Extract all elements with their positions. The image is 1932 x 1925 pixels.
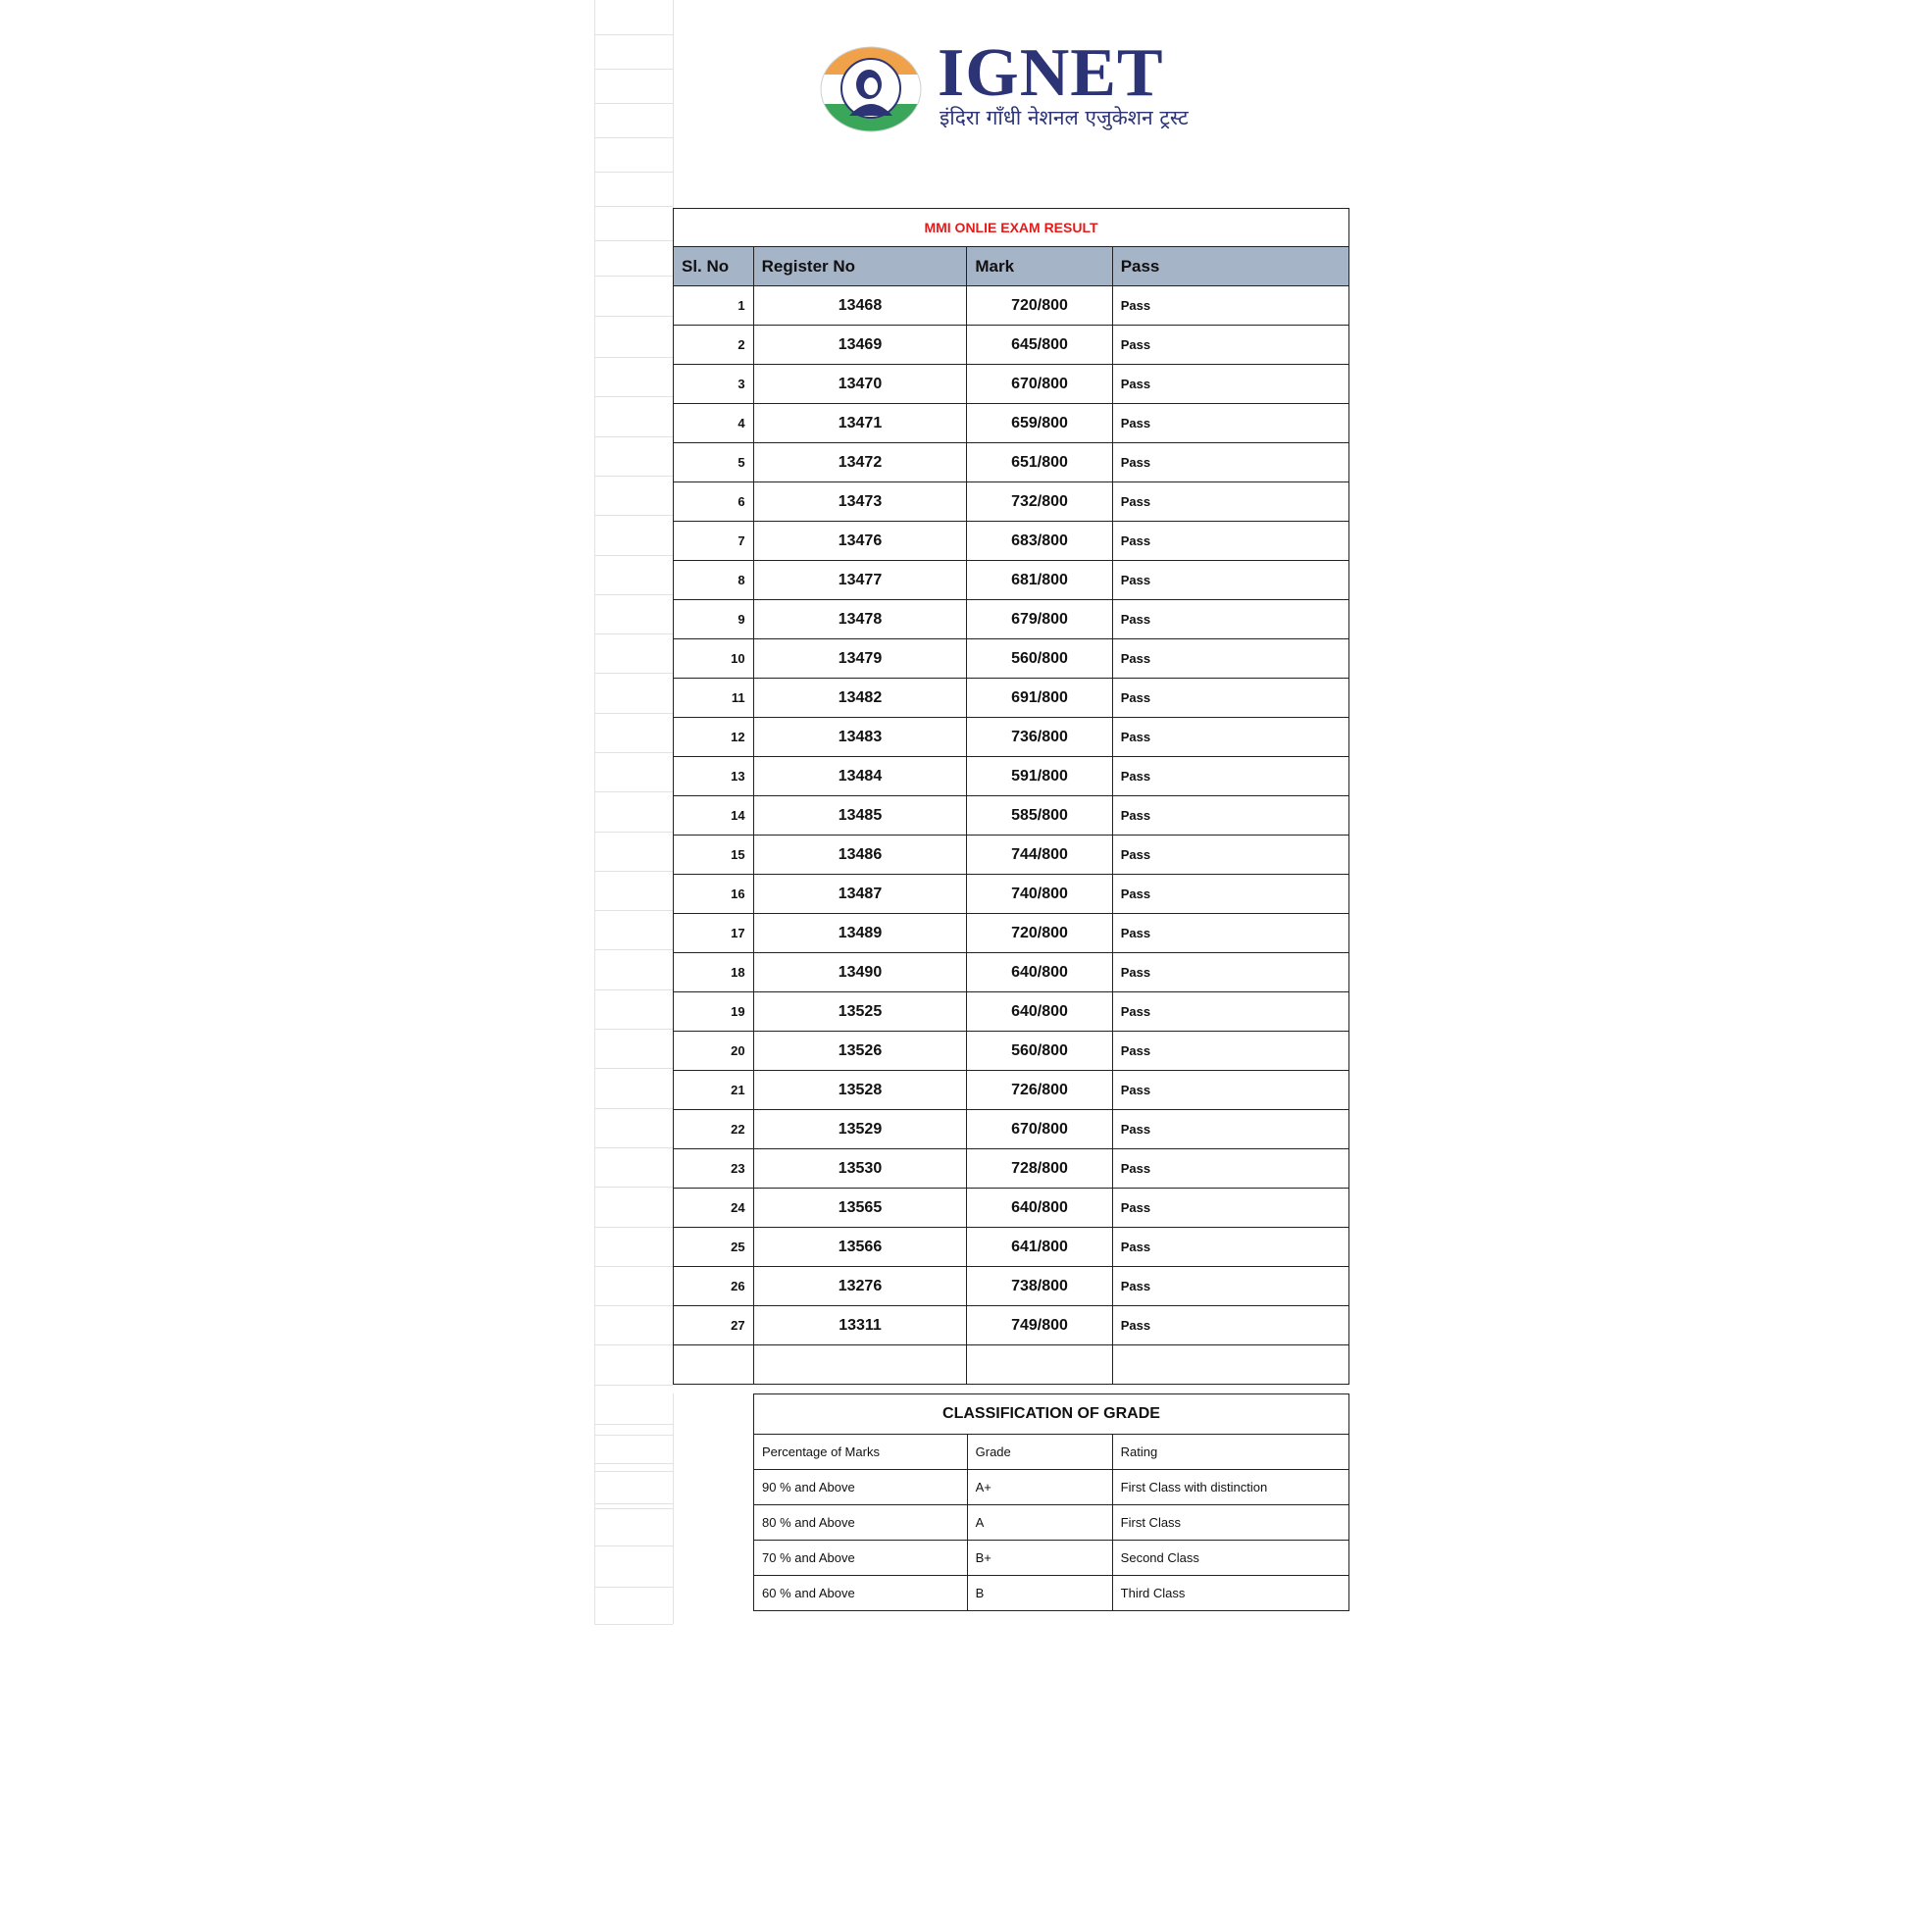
table-row (674, 522, 1349, 561)
grade-row (754, 1541, 1349, 1576)
pass-status-cell: Pass (1112, 522, 1348, 561)
mark-cell: 720/800 (967, 286, 1112, 326)
mark-cell: 726/800 (967, 1071, 1112, 1110)
column-header-sl-no: Sl. No (674, 247, 754, 286)
gutter-line (594, 949, 673, 950)
gutter-line (594, 206, 673, 207)
pass-status-cell: Pass (1112, 1149, 1348, 1189)
register-no-cell: 13565 (753, 1189, 967, 1228)
grade-title: CLASSIFICATION OF GRADE (754, 1394, 1349, 1435)
mark-cell: 640/800 (967, 992, 1112, 1032)
register-no-cell: 13473 (753, 482, 967, 522)
gutter-line (594, 34, 673, 35)
table-row (674, 286, 1349, 326)
sl-no-cell: 9 (674, 600, 754, 639)
grade-row (754, 1576, 1349, 1611)
register-no-cell: 13490 (753, 953, 967, 992)
register-no-cell: 13472 (753, 443, 967, 482)
sl-no-cell: 22 (674, 1110, 754, 1149)
register-no-cell: 13470 (753, 365, 967, 404)
sl-no-cell: 6 (674, 482, 754, 522)
sl-no-cell: 15 (674, 836, 754, 875)
table-row (674, 1149, 1349, 1189)
table-row (674, 718, 1349, 757)
pass-status-cell: Pass (1112, 1110, 1348, 1149)
gutter-line (594, 103, 673, 104)
pass-status-cell: Pass (1112, 365, 1348, 404)
grade-row (754, 1470, 1349, 1505)
grade-percentage-cell: 90 % and Above (754, 1470, 968, 1505)
register-no-cell: 13482 (753, 679, 967, 718)
grade-value-cell: A (967, 1505, 1112, 1541)
gutter-line (594, 1508, 673, 1509)
table-row (674, 796, 1349, 836)
mark-cell: 585/800 (967, 796, 1112, 836)
table-row (674, 1071, 1349, 1110)
gutter-line (594, 1147, 673, 1148)
table-row (674, 679, 1349, 718)
mark-cell: 749/800 (967, 1306, 1112, 1345)
table-row (674, 600, 1349, 639)
sl-no-cell: 11 (674, 679, 754, 718)
gutter-line (594, 1545, 673, 1546)
register-no-cell: 13479 (753, 639, 967, 679)
grade-value-cell: B+ (967, 1541, 1112, 1576)
sl-no-cell: 8 (674, 561, 754, 600)
sl-no-cell: 13 (674, 757, 754, 796)
pass-status-cell: Pass (1112, 1189, 1348, 1228)
pass-status-cell: Pass (1112, 1228, 1348, 1267)
gutter-line (594, 515, 673, 516)
pass-status-cell: Pass (1112, 914, 1348, 953)
gutter-line (673, 0, 674, 208)
mark-cell: 640/800 (967, 953, 1112, 992)
gutter-line (594, 871, 673, 872)
table-row (674, 326, 1349, 365)
pass-status-cell: Pass (1112, 875, 1348, 914)
grade-classification-table (753, 1393, 1349, 1611)
gutter-line (594, 1227, 673, 1228)
spreadsheet-page (594, 0, 1349, 1624)
gutter-line (594, 1624, 673, 1625)
column-header-register-no: Register No (753, 247, 967, 286)
register-no-cell: 13486 (753, 836, 967, 875)
mark-cell: 744/800 (967, 836, 1112, 875)
grade-value-cell: A+ (967, 1470, 1112, 1505)
pass-status-cell: Pass (1112, 718, 1348, 757)
gutter-line (594, 1305, 673, 1306)
gutter-line (594, 791, 673, 792)
mark-cell: 645/800 (967, 326, 1112, 365)
sl-no-cell: 1 (674, 286, 754, 326)
gutter-line (594, 1435, 673, 1436)
table-row (674, 404, 1349, 443)
pass-status-cell: Pass (1112, 443, 1348, 482)
mark-cell: 740/800 (967, 875, 1112, 914)
gutter-line (594, 713, 673, 714)
mark-cell: 679/800 (967, 600, 1112, 639)
table-row (674, 561, 1349, 600)
table-row (674, 639, 1349, 679)
register-no-cell: 13276 (753, 1267, 967, 1306)
sl-no-cell: 16 (674, 875, 754, 914)
pass-status-cell: Pass (1112, 1306, 1348, 1345)
grade-column-grade: Grade (967, 1435, 1112, 1470)
register-no-cell: 13566 (753, 1228, 967, 1267)
register-no-cell: 13471 (753, 404, 967, 443)
grade-column-percentage: Percentage of Marks (754, 1435, 968, 1470)
sl-no-cell: 2 (674, 326, 754, 365)
register-no-cell: 13468 (753, 286, 967, 326)
grade-value-cell: B (967, 1576, 1112, 1611)
gutter-line (594, 240, 673, 241)
table-row (674, 953, 1349, 992)
mark-cell: 560/800 (967, 639, 1112, 679)
sl-no-cell: 17 (674, 914, 754, 953)
gutter-line (594, 989, 673, 990)
mark-cell: 691/800 (967, 679, 1112, 718)
column-header-pass: Pass (1112, 247, 1348, 286)
sl-no-cell: 10 (674, 639, 754, 679)
grade-rating-cell: Third Class (1112, 1576, 1348, 1611)
mark-cell: 720/800 (967, 914, 1112, 953)
gutter-line (594, 172, 673, 173)
gutter-line (594, 357, 673, 358)
gutter-line (594, 396, 673, 397)
mark-cell: 560/800 (967, 1032, 1112, 1071)
empty-cell (1112, 1345, 1348, 1385)
gutter-line (594, 1385, 673, 1386)
pass-status-cell: Pass (1112, 639, 1348, 679)
register-no-cell: 13483 (753, 718, 967, 757)
pass-status-cell: Pass (1112, 953, 1348, 992)
table-title-row (674, 209, 1349, 247)
mark-cell: 738/800 (967, 1267, 1112, 1306)
table-row (674, 992, 1349, 1032)
mark-cell: 728/800 (967, 1149, 1112, 1189)
table-row (674, 1267, 1349, 1306)
mark-cell: 732/800 (967, 482, 1112, 522)
gutter-line (594, 633, 673, 634)
empty-cell (753, 1345, 967, 1385)
ignet-seal-icon (820, 45, 922, 133)
table-row (674, 365, 1349, 404)
gutter-line (594, 0, 595, 1624)
grade-rating-cell: First Class (1112, 1505, 1348, 1541)
gutter-line (594, 436, 673, 437)
gutter-line (594, 1187, 673, 1188)
sl-no-cell: 21 (674, 1071, 754, 1110)
gutter-line (594, 1587, 673, 1588)
sl-no-cell: 23 (674, 1149, 754, 1189)
register-no-cell: 13529 (753, 1110, 967, 1149)
sl-no-cell: 12 (674, 718, 754, 757)
sl-no-cell: 5 (674, 443, 754, 482)
gutter-line (594, 1471, 673, 1472)
mark-cell: 670/800 (967, 1110, 1112, 1149)
grade-percentage-cell: 80 % and Above (754, 1505, 968, 1541)
mark-cell: 651/800 (967, 443, 1112, 482)
table-row (674, 1032, 1349, 1071)
table-row (674, 875, 1349, 914)
gutter-line (594, 137, 673, 138)
gutter-line (594, 1344, 673, 1345)
grade-title-row (754, 1394, 1349, 1435)
gutter-line (594, 1029, 673, 1030)
register-no-cell: 13525 (753, 992, 967, 1032)
table-row (674, 1306, 1349, 1345)
mark-cell: 641/800 (967, 1228, 1112, 1267)
pass-status-cell: Pass (1112, 796, 1348, 836)
pass-status-cell: Pass (1112, 482, 1348, 522)
gutter-line (594, 1068, 673, 1069)
gutter-line (594, 1108, 673, 1109)
exam-result-table (673, 208, 1349, 1385)
gutter-line (594, 1503, 673, 1504)
grade-rating-cell: Second Class (1112, 1541, 1348, 1576)
pass-status-cell: Pass (1112, 1267, 1348, 1306)
pass-status-cell: Pass (1112, 757, 1348, 796)
pass-status-cell: Pass (1112, 286, 1348, 326)
register-no-cell: 13478 (753, 600, 967, 639)
pass-status-cell: Pass (1112, 600, 1348, 639)
sl-no-cell: 4 (674, 404, 754, 443)
brand-hindi-name: इंदिरा गाँधी नेशनल एजुकेशन ट्रस्ट (940, 106, 1189, 129)
pass-status-cell: Pass (1112, 326, 1348, 365)
register-no-cell: 13477 (753, 561, 967, 600)
sl-no-cell: 25 (674, 1228, 754, 1267)
gutter-line (594, 316, 673, 317)
table-row (674, 914, 1349, 953)
result-title: MMI ONLIE EXAM RESULT (674, 209, 1349, 247)
table-header-row (674, 247, 1349, 286)
mark-cell: 681/800 (967, 561, 1112, 600)
mark-cell: 659/800 (967, 404, 1112, 443)
gutter-line (594, 910, 673, 911)
mark-cell: 683/800 (967, 522, 1112, 561)
gutter-line (594, 832, 673, 833)
gutter-line (594, 1463, 673, 1464)
gutter-line (594, 1424, 673, 1425)
table-row (674, 1110, 1349, 1149)
gutter-line (594, 673, 673, 674)
pass-status-cell: Pass (1112, 404, 1348, 443)
mark-cell: 640/800 (967, 1189, 1112, 1228)
gutter-line (594, 69, 673, 70)
grade-percentage-cell: 70 % and Above (754, 1541, 968, 1576)
grade-percentage-cell: 60 % and Above (754, 1576, 968, 1611)
register-no-cell: 13530 (753, 1149, 967, 1189)
gutter-line (594, 1266, 673, 1267)
grade-column-rating: Rating (1112, 1435, 1348, 1470)
grade-header-row (754, 1435, 1349, 1470)
sl-no-cell: 7 (674, 522, 754, 561)
pass-status-cell: Pass (1112, 992, 1348, 1032)
brand-name: IGNET (938, 35, 1164, 111)
sl-no-cell: 19 (674, 992, 754, 1032)
empty-cell (967, 1345, 1112, 1385)
register-no-cell: 13485 (753, 796, 967, 836)
grade-row (754, 1505, 1349, 1541)
pass-status-cell: Pass (1112, 1032, 1348, 1071)
ignet-logo (820, 35, 1232, 135)
register-no-cell: 13484 (753, 757, 967, 796)
sl-no-cell: 3 (674, 365, 754, 404)
mark-cell: 670/800 (967, 365, 1112, 404)
gutter-line (594, 752, 673, 753)
mark-cell: 736/800 (967, 718, 1112, 757)
pass-status-cell: Pass (1112, 836, 1348, 875)
pass-status-cell: Pass (1112, 561, 1348, 600)
pass-status-cell: Pass (1112, 1071, 1348, 1110)
empty-cell (674, 1345, 754, 1385)
pass-status-cell: Pass (1112, 679, 1348, 718)
column-header-mark: Mark (967, 247, 1112, 286)
register-no-cell: 13476 (753, 522, 967, 561)
grade-rating-cell: First Class with distinction (1112, 1470, 1348, 1505)
table-row (674, 1189, 1349, 1228)
table-row (674, 1228, 1349, 1267)
sl-no-cell: 24 (674, 1189, 754, 1228)
register-no-cell: 13526 (753, 1032, 967, 1071)
table-row (674, 836, 1349, 875)
gutter-line (594, 555, 673, 556)
sl-no-cell: 27 (674, 1306, 754, 1345)
gutter-line (594, 476, 673, 477)
register-no-cell: 13469 (753, 326, 967, 365)
mark-cell: 591/800 (967, 757, 1112, 796)
empty-row (674, 1345, 1349, 1385)
register-no-cell: 13487 (753, 875, 967, 914)
sl-no-cell: 18 (674, 953, 754, 992)
table-row (674, 757, 1349, 796)
sl-no-cell: 20 (674, 1032, 754, 1071)
register-no-cell: 13311 (753, 1306, 967, 1345)
register-no-cell: 13489 (753, 914, 967, 953)
sl-no-cell: 26 (674, 1267, 754, 1306)
gutter-line (594, 594, 673, 595)
gutter-line (594, 276, 673, 277)
sl-no-cell: 14 (674, 796, 754, 836)
table-row (674, 443, 1349, 482)
table-row (674, 482, 1349, 522)
register-no-cell: 13528 (753, 1071, 967, 1110)
empty-cell-block (673, 1393, 754, 1624)
